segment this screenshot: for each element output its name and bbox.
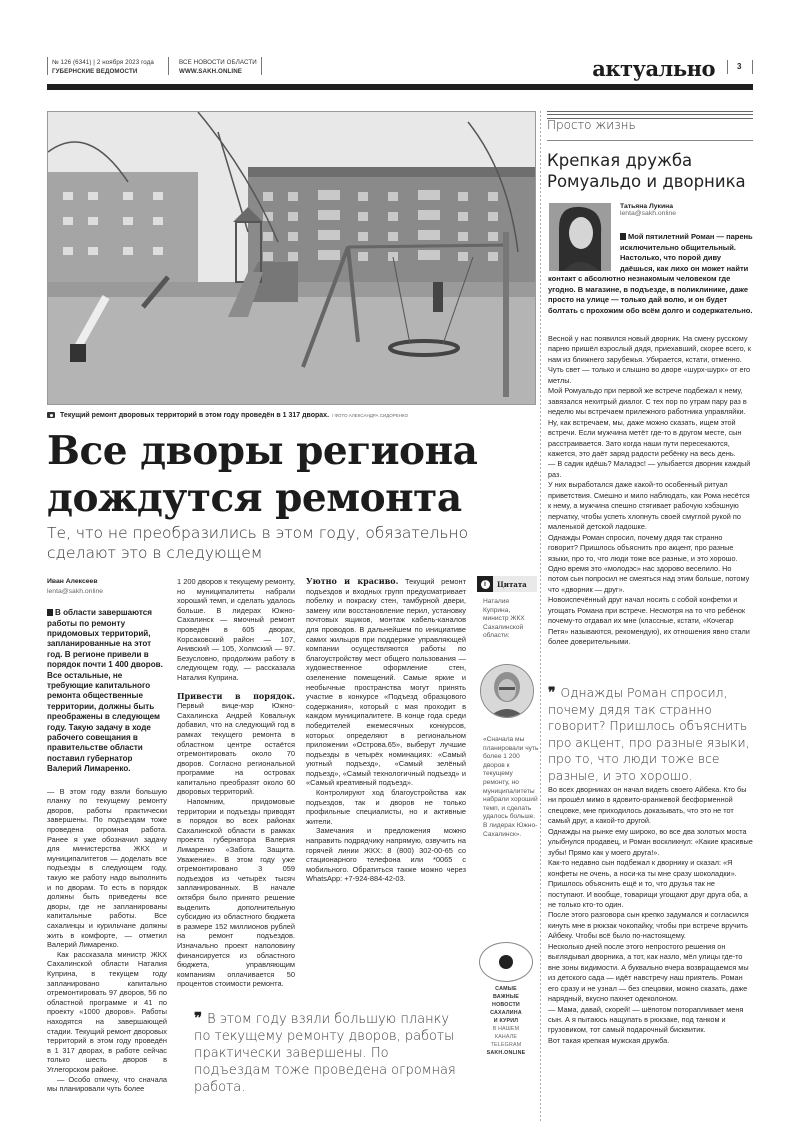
side-article-lead [548, 232, 753, 316]
side-article-body-2 [548, 785, 753, 1046]
article-column-3 [306, 577, 466, 884]
caption-text: Текущий ремонт дворовых территорий в этом году проведён в 1 317 дворах. [60, 412, 330, 419]
quote-mark-icon: ❞ [548, 685, 556, 701]
paragraph: Весной у нас появился новый дворник. На смену русскому парню пришёл взрослый дядя, приехавший, скорее всего, к нам из ближнего зарубежья. Убирается, кстати, отменно. Чуть свет — только и слышно во дворе «шурх-шурх» от его метлы. [548, 334, 751, 385]
side-article-title [547, 150, 746, 192]
photo-caption [47, 412, 408, 419]
article-column-2 [177, 577, 295, 989]
quote-box [477, 576, 537, 641]
side-article-body-1 [548, 334, 753, 648]
lead-marker-icon [47, 609, 53, 616]
pull-quote-text: Однажды Роман спросил, почему дядя так странно говорит? Пришлось объяснить про акцент, про разные языки, про то, что люди тоже все разные, и это хорошо. [548, 686, 750, 783]
paragraph: Однажды на рынке ему широко, во все два золотых моста улыбнулся продавец, и Роман воскликнул: «Какие красивые зубы! Прямо как у моего друга!». [548, 826, 753, 857]
author-name: Татьяна Лукина [620, 203, 674, 210]
newspaper-name: ГУБЕРНСКИЕ ВЕДОМОСТИ [52, 68, 138, 75]
lead-text: В области завершаются работы по ремонту придомовых территорий, запланированные на этот год. В регионе привели в порядок почти 1 400 дворов. Все остальные, не требующие капитального ремонта общественные территории, должны быть преображены в следующем году. Такую задачу в ходе рабочего совещания в правительстве области поставил губернатор Валерий Лимаренко. [47, 608, 163, 774]
section-title: актуально [592, 56, 715, 81]
spacer [548, 232, 620, 268]
paragraph: Напомним, придомовые территории и подъезды приводят в порядок во всех районах Сахалинской области в рамках проекта губернатора Валерия Лимаренко «Забота. Защита. Уважение». В этом году уже отремонтировано 3 059 подъездов из четырёх тысяч запланированных. В начале октября было принято решение выделить дополнительную субсидию из областного бюджета в размере 152 миллионов рублей на ремонт подъездов. Изначально проект наполовину финансируется из областного бюджета, управляющим компаниям оплачивается 50 процентов стоимости ремонта. [177, 797, 295, 989]
author-email[interactable]: lenta@sakh.online [620, 210, 677, 217]
divider [727, 60, 728, 74]
side-pull-quote [548, 685, 753, 784]
promo-line: КАНАЛЕ [494, 1034, 518, 1040]
title-line-1: Крепкая дружба [547, 151, 693, 170]
page-number: 3 [737, 62, 742, 71]
issue-info [52, 58, 154, 76]
quote-person-photo [480, 664, 534, 718]
paragraph: Как рассказала министр ЖКХ Сахалинской области Наталия Куприна, в текущем году запланировано капитально отремонтировать 97 дворов, 56 по областной программе и 41 по проекту «1000 дворов». Работы находятся на завершающей стадии. Текущий ремонт дворовых территорий в этом году проведён в 1 317 дворах, в работе сейчас только шесть дворов в Углегорском районе. [47, 949, 167, 1074]
headline [47, 428, 537, 522]
quote-mark-icon: ❞ [194, 1009, 203, 1027]
pull-quote [194, 1010, 466, 1096]
promo-link: SAKH.ONLINE [486, 1050, 526, 1056]
paragraph-text: Текущий ремонт подъездов и входных групп предусматривает побелку и покраску стен, тамбурной двери, замену или восстановление перил, установку почтовых ящиков, монтаж кабель-каналов для проводов. В дальнейшем по инициативе самих жильцов при поддержке управляющей компании осуществляются работы по благоустройству мест общего пользования — художественное оформление стен, озеленение помещений. Самые яркие и необычные пространства могут принять участие в конкурсе «Подъезд образцового содержания», который с мая проходит в каждом муниципалитете. В конце года среди победителей ежемесячных конкурсов, которых определяют в региональном приложении «Острова.65», выберут лучшие подъезды в четырёх номинациях: «Самый уютный подъезд», «Самый зелёный подъезд», «Самый технологичный подъезд» и «Самый креативный подъезд». [306, 577, 467, 788]
paragraph: Как-то недавно сын подбежал к дворнику и сказал: «Я конфеты не очень, а носи-ка ты мне сразу шоколадки». Пришлось объяснить ещё и то, что друзья так не поступают. И вообще, товарищи угощают друг друга оба, а не только кто-то один. [548, 858, 748, 909]
paragraph: Одно время это «молодэс» нас здорово веселило. Но потом сын попросил не смеяться над этим больше, потому что «дворник — друг». [548, 563, 750, 594]
camera-icon [47, 412, 55, 418]
rubric-divider [547, 140, 753, 141]
issue-number: № 126 (6341) | 2 ноября 2023 года [52, 59, 154, 66]
paragraph: Во всех дворниках он начал видеть своего Айбека. Кто бы ни прошёл мимо в ядовито-оранжевой бесформенной спецовке, мне приходилось доказывать, что это не тот самый друг, а какой-то другой. [548, 785, 747, 826]
site-link[interactable]: WWW.SAKH.ONLINE [179, 68, 243, 75]
telegram-promo[interactable] [473, 985, 539, 1057]
quote-text: «Сначала мы планировали чуть более 1 200 дворов к текущему ремонту, но муниципалитеты набрали хороший темп, и сделать удалось больше. В лидерах Южно-Сахалинск». [483, 736, 539, 838]
article-lead [47, 608, 167, 775]
quote-person: Наталия Куприна, министр ЖКХ Сахалинской области: [483, 598, 525, 640]
author-name: Иван Алексеев [47, 578, 98, 585]
quote-box-header [477, 576, 537, 592]
paragraph: Новоиспечённый друг начал носить с собой конфетки и угощать Романа при встрече. Несмотря на то что ребёнок почему-то отдавал их мне (классные, кстати, «Кочегар Петя» называются, рекомендую), их отношения явно стали более доверительными. [548, 595, 750, 647]
telegram-button[interactable] [479, 942, 533, 982]
column-divider [540, 111, 541, 1121]
side-author [620, 203, 676, 217]
article-column-1 [47, 577, 167, 1094]
main-photo [47, 111, 536, 405]
promo-line: ВАЖНЫЕ [493, 994, 519, 1000]
paragraph: — Особо отмечу, что сначала мы планировали чуть более [47, 1074, 167, 1094]
author-email[interactable]: lenta@sakh.online [47, 587, 104, 595]
portrait-icon [481, 665, 533, 717]
paragraph [177, 692, 295, 798]
paragraph: Замечания и предложения можно направить подрядчику напрямую, озвучить на горячей линии ЖКХ: 8 (800) 302-00-65 со стационарного телефона или *0065 с мобильного. Обратиться также можно через WhatsApp: +7-924-884-42-03. [306, 826, 466, 884]
paragraph [306, 577, 466, 788]
title-line-2: Ромуальдо и дворника [547, 172, 746, 191]
subheadline: Те, что не преобразились в этом году, обязательно сделают это в следующем [47, 524, 469, 562]
section-subtitle: Уютно и красиво. [306, 576, 399, 586]
promo-line: И КУРИЛ [493, 1018, 519, 1024]
paragraph: — В садик идёшь? Маладэс! — улыбается дворник каждый раз. [548, 459, 751, 479]
header-rule [47, 84, 753, 90]
promo-line: В НАШЕМ [492, 1026, 520, 1032]
telegram-icon [499, 955, 513, 969]
paragraph: Контролируют ход благоустройства как подъездов, так и дворов не только профильные специалисты, но и активные жители. [306, 788, 466, 826]
news-label: ВСЕ НОВОСТИ ОБЛАСТИ [179, 59, 257, 66]
paragraph: — В этом году взяли большую планку по текущему ремонту дворов, работы практически завершены. По подъездам тоже проведена огромная работа. Ранее я уже обозначил задачу для министерства ЖКХ и муниципалитетов — доделать все подъезды в следующем году, такую же работу надо выполнить и по дворам. То есть в порядок должны быть приведены все дворы, где не запланированы капитальные работы. Все сахалинцы и курильчане должны жить в комфорте, — отметил Валерий Лимаренко. [47, 786, 167, 950]
paragraph: Вот такая крепкая мужская дружба. [548, 1035, 670, 1045]
headline-line-2: дождутся ремонта [47, 475, 462, 521]
site-info [179, 58, 257, 76]
rubric: Просто жизнь [547, 118, 636, 132]
paragraph: Несколько дней после этого непростого решения он выглядывал дворника, а тот, как назло, мёл улицы где-то вне зоны видимости. А буквально вчера возвращаемся мы из детского сада — идёт навстречу наш приятель. Роман его сразу и не узнал — без спецовки, можно сказать, даже нарядный, вкусно пахнет одеколоном. [548, 941, 749, 1004]
divider [752, 60, 753, 74]
divider [168, 57, 169, 75]
promo-line: САХАЛИНА [490, 1010, 522, 1016]
info-icon: i [477, 576, 493, 592]
masthead [0, 0, 800, 95]
playground-photo-icon [48, 112, 535, 404]
headline-line-1: Все дворы региона [47, 428, 478, 474]
divider [261, 57, 262, 75]
promo-line: НОВОСТИ [492, 1002, 520, 1008]
paragraph: Однажды Роман спросил, почему дядя так странно говорит? Пришлось объяснить про акцент, про разные языки, про то, что люди тоже все разные, и это хорошо. [548, 532, 738, 563]
promo-line: TELEGRAM [490, 1042, 522, 1048]
section-subtitle: Привести в порядок. [177, 690, 295, 701]
lead-text: Мой пятилетний Роман — парень исключительно общительный. Настолько, что порой диву даёшься, как лихо он может найти контакт с абсолютно незнакомым человеком где угодно. В магазине, в подъезде, в поликлинике, даже просто на улице — только дай волю, и он будет болтать с прохожим обо всём долго и содержательно. [548, 232, 753, 315]
lead-marker-icon [620, 233, 626, 240]
paragraph-text: Первый вице-мэр Южно-Сахалинска Андрей Ковальчук добавил, что на следующий год в рамках текущего ремонта в областном центре остаётся отремонтировать около 70 дворов. Согласно региональной программе на островах капитально преобразят около 60 дворовых территорий. [177, 701, 295, 797]
quote-box-label: Цитата [497, 579, 527, 589]
paragraph: Мой Ромуальдо при первой же встрече подбежал к нему, завязался нехитрый диалог. С тех пор по утрам пару раз в неделю мы встречаем прилежного работника управляйки. Ну, как встречаем, мы, даже можно сказать, ищем этой встречи. Если мужчина метёт где-то в другом месте, сын расстраивается. Зато когда наши пути пересекаются, кажется, это даёт заряд радости ребёнку на весь день. [548, 386, 747, 458]
promo-line: САМЫЕ [495, 986, 517, 992]
paragraph: — Мама, давай, скорей! — шёпотом поторапливает меня сын. А я пытаюсь нащупать в рюкзаке, под танком и грузовиком, тот самый подарочный бисквитик. [548, 1004, 744, 1035]
paragraph: 1 200 дворов к текущему ремонту, но муниципалитеты набрали хороший темп, и сделать удалось больше. В лидерах Южно-Сахалинск — ямочный ремонт проведён в 605 дворах, Корсаковский район — 107, Анивский — 105, Холмский — 97. Безусловно, продолжим работу в следующем году, — рассказала Наталия Куприна. [177, 577, 295, 682]
divider [47, 57, 48, 75]
photo-credit: / ФОТО АЛЕКСАНДРА СИДОРЕНКО [332, 413, 409, 418]
paragraph: После этого разговора сын крепко задумался и согласился кинуть мне в рюкзак чокопайку, чтобы при встрече вручить Айбеку. Чтобы всё было по-настоящему. [548, 910, 749, 941]
pull-quote-text: В этом году взяли большую планку по текущему ремонту дворов, работы практически завершены. По подъездам тоже проведена огромная работа. [194, 1012, 456, 1095]
paragraph: У них выработался даже какой-то особенный ритуал приветствия. Смешно и мило наблюдать, как Рома несётся к нему, а мужчина спешно стягивает рабочую хэбэшную перчатку, чтобы успеть хлопнуть своей смуглой рукой по маленькой детской ладошке. [548, 480, 750, 532]
